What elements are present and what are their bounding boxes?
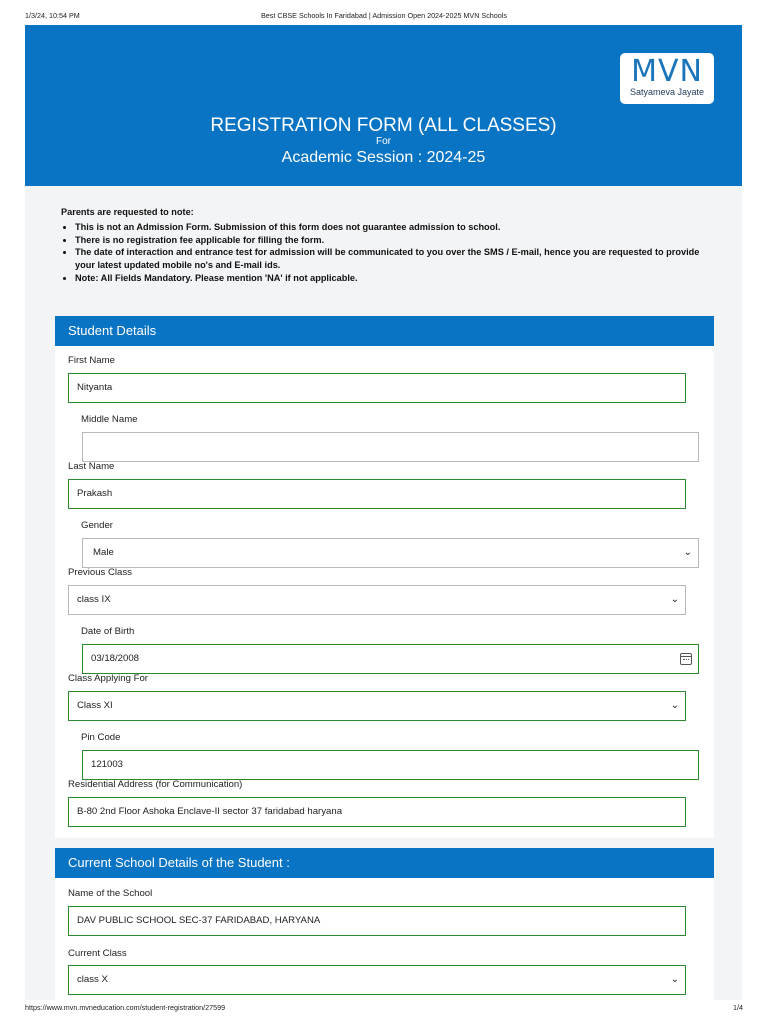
address-input[interactable]: B-80 2nd Floor Ashoka Enclave-II sector 37 faridabad haryana bbox=[68, 797, 686, 827]
pin-code-label: Pin Code bbox=[81, 732, 121, 743]
dob-input[interactable] bbox=[82, 644, 699, 674]
academic-session: Academic Session : 2024-25 bbox=[281, 149, 486, 166]
note-item: • There is no registration fee applicable for filling the form. bbox=[75, 234, 701, 247]
note-item: • This is not an Admission Form. Submission of this form does not guarantee admission to school. bbox=[75, 221, 701, 234]
school-name-input[interactable]: DAV PUBLIC SCHOOL SEC-37 FARIDABAD, HARYANA bbox=[68, 906, 686, 936]
chevron-down-icon: ⌄ bbox=[670, 700, 679, 711]
note-item: • Note: All Fields Mandatory. Please mention 'NA' if not applicable. bbox=[75, 272, 701, 285]
logo-text: MVN bbox=[631, 54, 703, 89]
address-label: Residential Address (for Communication) bbox=[68, 779, 243, 790]
gender-value: Male bbox=[93, 547, 114, 558]
print-footer bbox=[0, 1003, 768, 1015]
first-name-input[interactable]: Nityanta bbox=[68, 373, 686, 403]
class-applying-select[interactable] bbox=[68, 691, 686, 721]
middle-name-input[interactable] bbox=[82, 432, 699, 462]
current-class-select[interactable] bbox=[68, 965, 686, 995]
page-number: 1/4 bbox=[733, 1003, 743, 1012]
logo-tagline: Satyameva Jayate bbox=[629, 87, 705, 97]
print-header bbox=[0, 11, 768, 23]
first-name-label: First Name bbox=[68, 355, 115, 366]
dob-label: Date of Birth bbox=[81, 626, 135, 637]
previous-class-value: class IX bbox=[77, 594, 111, 605]
notes-list bbox=[61, 221, 701, 285]
middle-name-label: Middle Name bbox=[81, 414, 138, 425]
class-applying-value: Class XI bbox=[77, 700, 113, 711]
last-name-label: Last Name bbox=[68, 461, 115, 472]
chevron-down-icon: ⌄ bbox=[670, 594, 679, 605]
for-text: For bbox=[376, 136, 391, 147]
gender-select[interactable] bbox=[82, 538, 699, 568]
student-details-heading: Student Details bbox=[55, 316, 714, 346]
calendar-icon[interactable] bbox=[680, 653, 692, 665]
current-school-heading: Current School Details of the Student : bbox=[55, 848, 714, 878]
school-name-label: Name of the School bbox=[68, 888, 153, 899]
print-page-title: Best CBSE Schools In Faridabad | Admission Open 2024-2025 MVN Schools bbox=[261, 11, 507, 20]
header-banner bbox=[25, 25, 742, 186]
note-item: • The date of interaction and entrance test for admission will be communicated to you over the SMS / E-mail, hence you are requested to provide your latest updated mobile no's and E-mail ids. bbox=[75, 246, 701, 272]
previous-class-select[interactable] bbox=[68, 585, 686, 615]
current-class-value: class X bbox=[77, 974, 108, 985]
mvn-logo[interactable] bbox=[620, 53, 714, 104]
chevron-down-icon: ⌄ bbox=[670, 974, 679, 985]
chevron-down-icon: ⌄ bbox=[683, 547, 692, 558]
class-applying-label: Class Applying For bbox=[68, 673, 148, 684]
notes-heading: Parents are requested to note: bbox=[61, 207, 194, 217]
notes-block bbox=[61, 206, 701, 285]
student-details-section bbox=[55, 316, 714, 838]
gender-label: Gender bbox=[81, 520, 113, 531]
last-name-input[interactable]: Prakash bbox=[68, 479, 686, 509]
print-url: https://www.mvn.mvneducation.com/student-registration/27599 bbox=[25, 1003, 226, 1012]
form-title: REGISTRATION FORM (ALL CLASSES) bbox=[210, 115, 557, 136]
print-datetime: 1/3/24, 10:54 PM bbox=[25, 11, 80, 20]
current-school-section bbox=[55, 848, 714, 1000]
form-container bbox=[25, 186, 742, 1000]
current-class-label: Current Class bbox=[68, 948, 127, 959]
pin-code-input[interactable]: 121003 bbox=[82, 750, 699, 780]
previous-class-label: Previous Class bbox=[68, 567, 132, 578]
dob-value: 03/18/2008 bbox=[91, 653, 140, 664]
